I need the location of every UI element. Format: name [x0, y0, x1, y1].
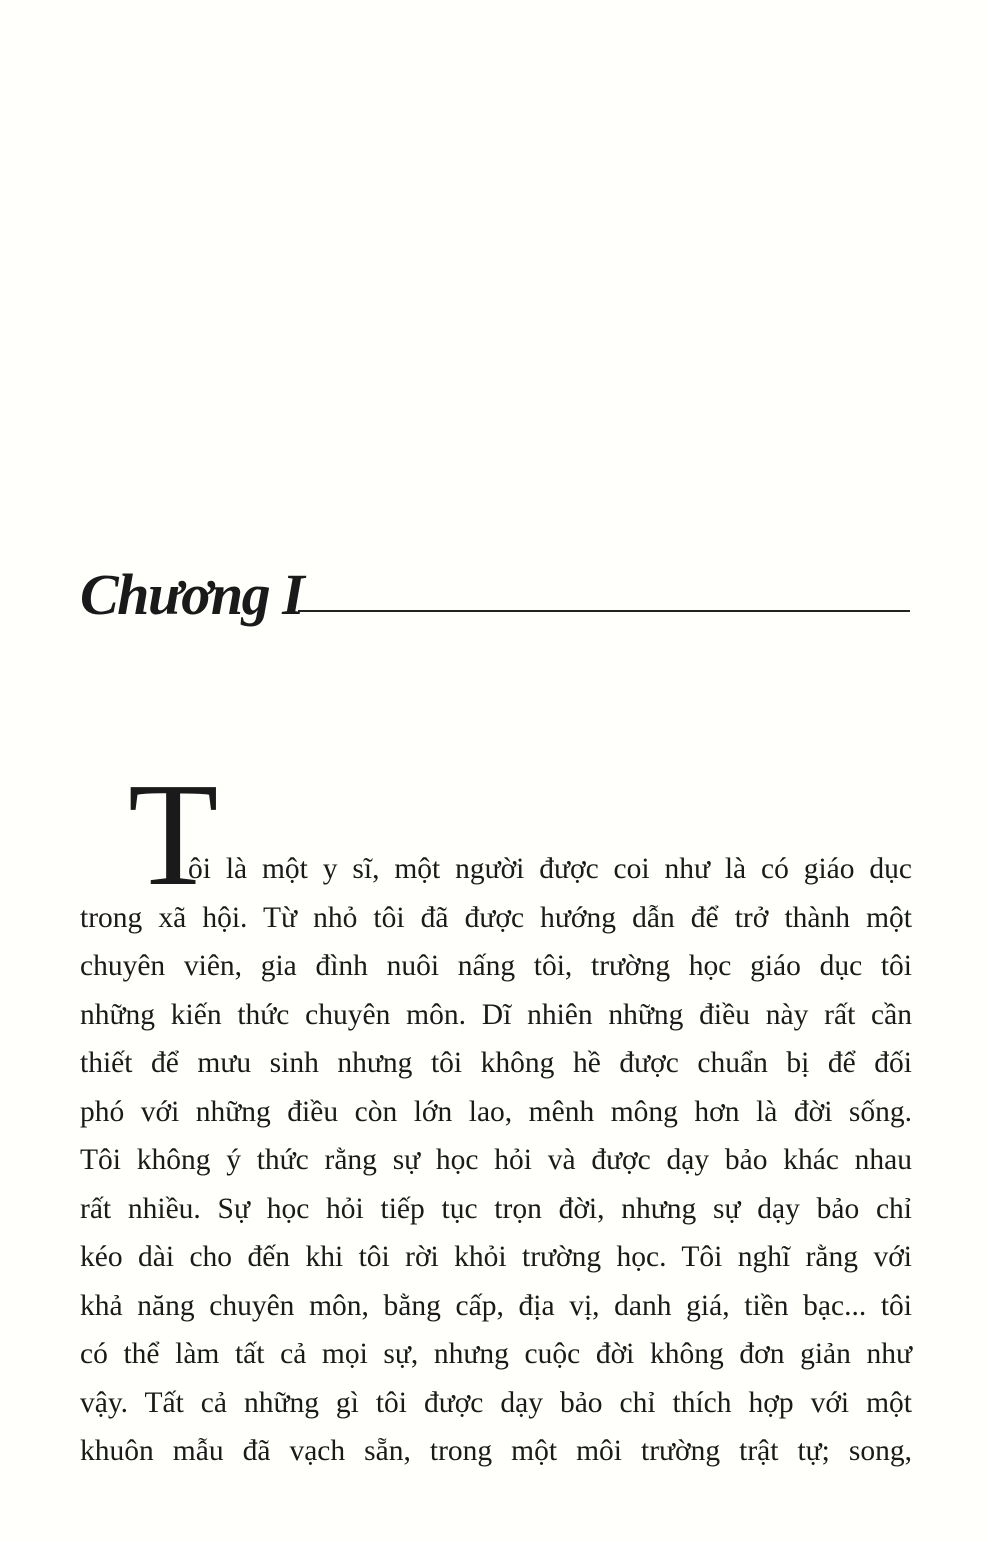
paragraph-line: ôi là một y sĩ, một người được coi như là có giáo dục	[188, 853, 912, 885]
drop-cap-letter: T	[128, 753, 219, 917]
paragraph-line: rất nhiều. Sự học hỏi tiếp tục trọn đời, nhưng sự dạy bảo chỉ	[80, 1192, 912, 1225]
paragraph-line: trong xã hội. Từ nhỏ tôi đã được hướng dẫn để trở thành một	[80, 901, 912, 934]
chapter-title: Chương I	[80, 562, 304, 627]
paragraph-line: những kiến thức chuyên môn. Dĩ nhiên những điều này rất cần	[80, 998, 912, 1031]
paragraph	[80, 845, 912, 1476]
paragraph-line: chuyên viên, gia đình nuôi nấng tôi, trường học giáo dục tôi	[80, 950, 912, 982]
chapter-rule-divider	[298, 610, 910, 612]
chapter-heading	[80, 560, 910, 630]
paragraph-line: kéo dài cho đến khi tôi rời khỏi trường học. Tôi nghĩ rằng với	[80, 1241, 912, 1273]
paragraph-line: phó với những điều còn lớn lao, mênh mông hơn là đời sống.	[80, 1095, 912, 1128]
paragraph-line: khả năng chuyên môn, bằng cấp, địa vị, danh giá, tiền bạc... tôi	[80, 1289, 912, 1322]
paragraph-line: khuôn mẫu đã vạch sẵn, trong một môi trường trật tự; song,	[80, 1435, 912, 1467]
paragraph-line: Tôi không ý thức rằng sự học hỏi và được dạy bảo khác nhau	[80, 1144, 912, 1176]
paragraph-line: có thể làm tất cả mọi sự, nhưng cuộc đời không đơn giản như	[80, 1338, 912, 1370]
paragraph-line: vậy. Tất cả những gì tôi được dạy bảo chỉ thích hợp với một	[80, 1386, 912, 1419]
paragraph-line: thiết để mưu sinh nhưng tôi không hề được chuẩn bị để đối	[80, 1047, 912, 1079]
